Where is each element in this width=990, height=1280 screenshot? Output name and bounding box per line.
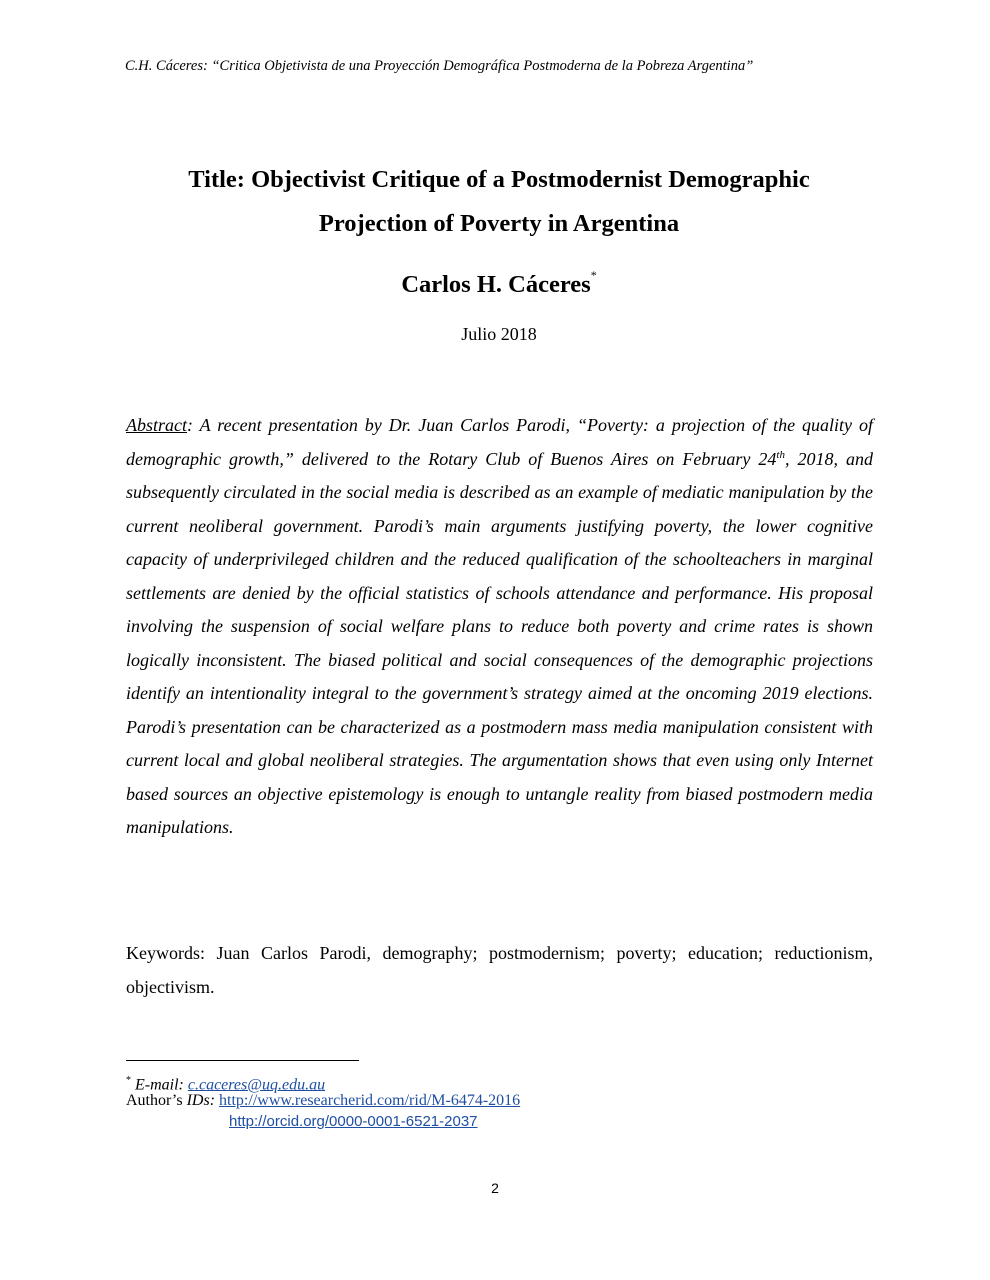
author-footnote-mark: * bbox=[590, 268, 597, 282]
paper-title-line-1: Title: Objectivist Critique of a Postmodernist Demographic bbox=[188, 166, 810, 193]
orcid-link[interactable]: http://orcid.org/0000-0001-6521-2037 bbox=[229, 1113, 478, 1130]
paper-title-line-2: Projection of Poverty in Argentina bbox=[318, 210, 680, 237]
footnote-email-label: E-mail: bbox=[131, 1076, 188, 1094]
email-link[interactable]: c.caceres@uq.edu.au bbox=[187, 1076, 326, 1094]
paper-title bbox=[125, 158, 873, 246]
page-number: 2 bbox=[491, 1180, 499, 1196]
footnote-orcid-line bbox=[229, 1112, 478, 1132]
keywords: Keywords: Juan Carlos Parodi, demography; postmodernism; poverty; education; reductionism, objectivism. bbox=[126, 943, 873, 997]
researcherid-link[interactable]: http://www.researcherid.com/rid/M-6474-2016 bbox=[219, 1092, 521, 1109]
abstract-label: Abstract bbox=[126, 415, 187, 435]
abstract-text-part-1: : A recent presentation by Dr. Juan Carlos Parodi, “Poverty: a projection of the quality of demographic growth,” delivered to the Rotary Club of Buenos Aires on February 24 bbox=[126, 415, 873, 469]
publication-date: Julio 2018 bbox=[461, 324, 537, 344]
author-byline bbox=[125, 262, 873, 302]
running-header bbox=[125, 58, 885, 75]
running-header-author: C.H. Cáceres: bbox=[125, 58, 208, 74]
author-name: Carlos H. Cáceres bbox=[401, 271, 591, 299]
running-header-title: “Critica Objetivista de una Proyección Demográfica Postmoderna de la Pobreza Argentina” bbox=[207, 58, 754, 74]
abstract-superscript: th bbox=[776, 448, 785, 461]
footnote-ids-label-italic: IDs: bbox=[186, 1092, 216, 1109]
footnote-divider bbox=[126, 1060, 359, 1061]
footnote-ids-label: Author’s bbox=[126, 1092, 187, 1109]
footnote-mark: * bbox=[126, 1075, 131, 1086]
abstract bbox=[126, 409, 873, 845]
abstract-text-part-2: , 2018, and subsequently circulated in the social media is described as an example of mediatic manipulation by the current neoliberal government. Parodi’s main arguments justifying poverty, the lower cognitive capacity of underprivileged children and the reduced qualification of the schoolteachers in marginal settlements are denied by the official statistics of schools attendance and performance. His proposal involving the suspension of social welfare plans to reduce both poverty and crime rates is shown logically inconsistent. The biased political and social consequences of the demographic projections identify an intentionality integral to the government’s strategy aimed at the oncoming 2019 elections. Parodi’s presentation can be characterized as a postmodern mass media manipulation consistent with current local and global neoliberal strategies. The argumentation shows that even using only Internet based sources an objective epistemology is enough to untangle reality from biased postmodern media manipulations. bbox=[126, 448, 873, 837]
footnote-ids-line bbox=[126, 1091, 520, 1111]
